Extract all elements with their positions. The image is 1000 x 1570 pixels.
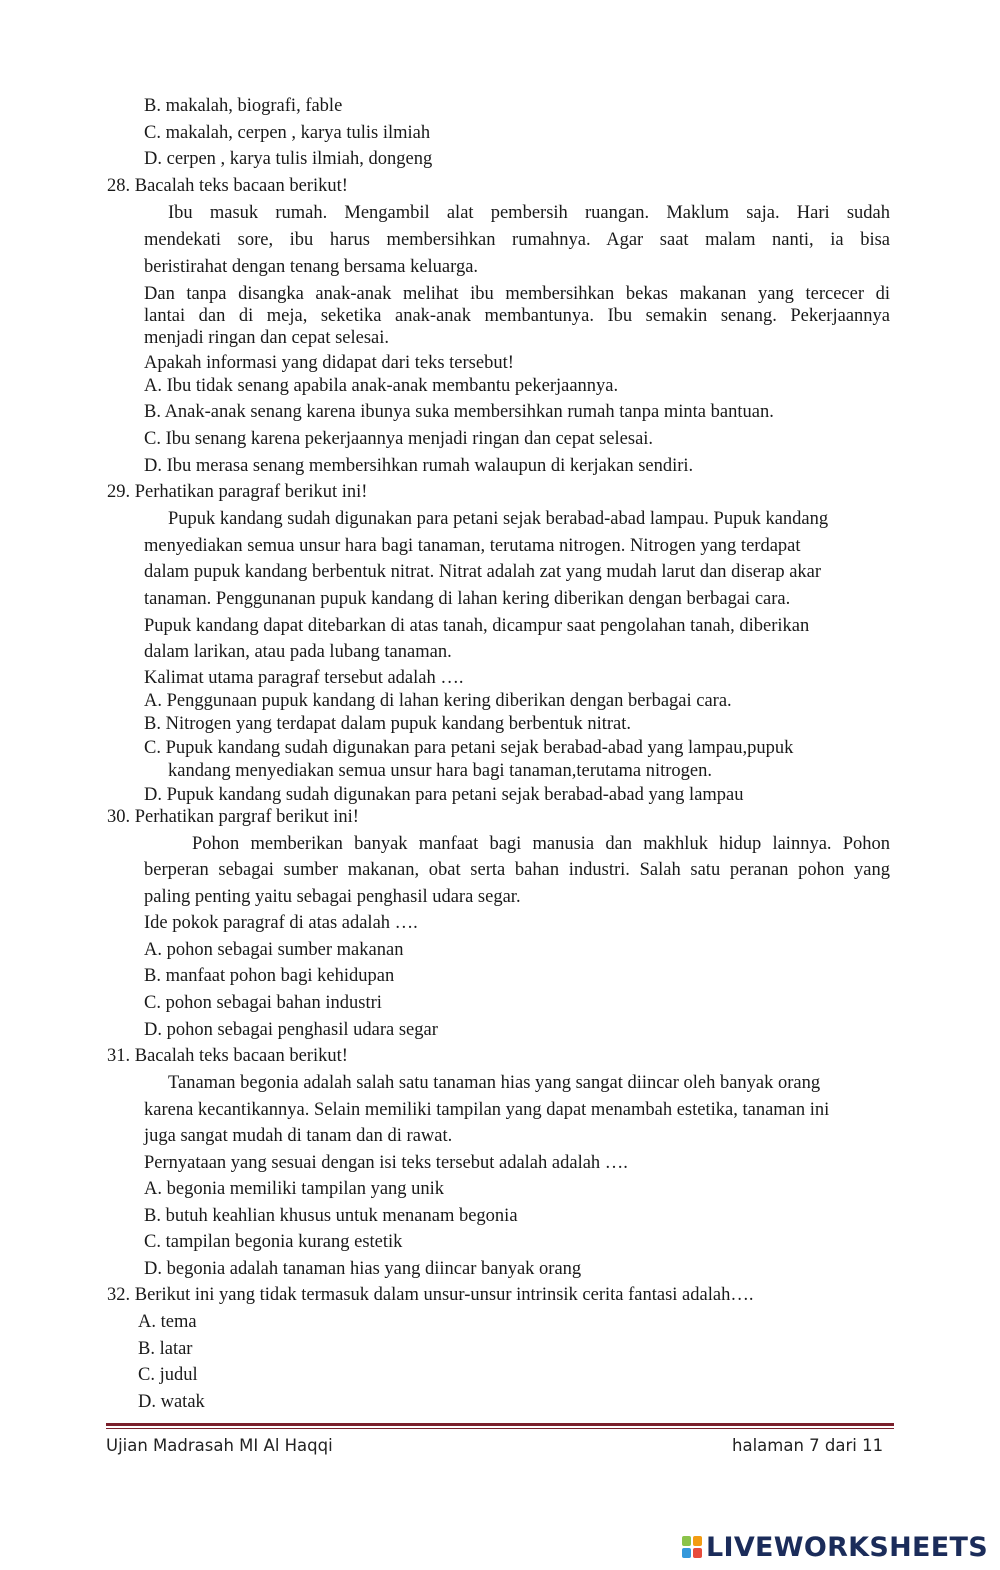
q30-header: 30. Perhatikan pargraf berikut ini! <box>107 807 359 827</box>
q30-option-d: D. pohon sebagai penghasil udara segar <box>144 1020 438 1040</box>
q31-passage-line: Tanaman begonia adalah salah satu tanaman hias yang sangat diincar oleh banyak orang <box>168 1073 821 1093</box>
q31-header: 31. Bacalah teks bacaan berikut! <box>107 1046 348 1066</box>
q28-option-b: B. Anak-anak senang karena ibunya suka membersihkan rumah tanpa minta bantuan. <box>144 402 774 422</box>
liveworksheets-logo-text: LIVEWORKSHEETS <box>705 1531 988 1563</box>
q29-passage-line: tanaman. Penggunanan pupuk kandang di lahan kering diberikan dengan berbagai cara. <box>144 589 791 609</box>
q28-option-a: A. Ibu tidak senang apabila anak-anak membantu pekerjaannya. <box>144 376 619 396</box>
q30-passage-line: paling penting yaitu sebagai penghasil udara segar. <box>144 887 521 907</box>
q29-passage-line: dalam pupuk kandang berbentuk nitrat. Nitrat adalah zat yang mudah larut dan diserap akar <box>144 562 822 582</box>
logo-square <box>682 1536 691 1546</box>
q32-header: 32. Berikut ini yang tidak termasuk dalam unsur-unsur intrinsik cerita fantasi adalah…. <box>107 1285 754 1305</box>
q27-option-d: D. cerpen , karya tulis ilmiah, dongeng <box>144 149 433 169</box>
liveworksheets-logo-icon <box>682 1536 702 1558</box>
q29-header: 29. Perhatikan paragraf berikut ini! <box>107 482 368 502</box>
q29-option-b: B. Nitrogen yang terdapat dalam pupuk kandang berbentuk nitrat. <box>144 714 632 734</box>
q30-option-a: A. pohon sebagai sumber makanan <box>144 940 404 960</box>
q29-option-a: A. Penggunaan pupuk kandang di lahan kering diberikan dengan berbagai cara. <box>144 691 732 711</box>
q31-option-c: C. tampilan begonia kurang estetik <box>144 1232 403 1252</box>
q30-passage-line: Pohon memberikan banyak manfaat bagi manusia dan makhluk hidup lainnya. Pohon <box>192 834 890 854</box>
liveworksheets-logo[interactable] <box>682 1532 988 1562</box>
q29-passage-line: Pupuk kandang dapat ditebarkan di atas tanah, dicampur saat pengolahan tanah, diberikan <box>144 616 810 636</box>
q28-passage-line: Dan tanpa disangka anak-anak melihat ibu membersihkan bekas makanan yang tercecer di <box>144 284 890 304</box>
q31-option-b: B. butuh keahlian khusus untuk menanam begonia <box>144 1206 518 1226</box>
q29-option-c-continued: kandang menyediakan semua unsur hara bagi tanaman,terutama nitrogen. <box>168 761 713 781</box>
q30-question: Ide pokok paragraf di atas adalah …. <box>144 913 418 933</box>
footer-divider <box>106 1423 894 1426</box>
q32-option-d: D. watak <box>138 1392 205 1412</box>
q31-question: Pernyataan yang sesuai dengan isi teks tersebut adalah adalah …. <box>144 1153 628 1173</box>
q30-passage-line: berperan sebagai sumber makanan, obat serta bahan industri. Salah satu peranan pohon yang <box>144 860 890 880</box>
q29-option-d: D. Pupuk kandang sudah digunakan para petani sejak berabad-abad yang lampau <box>144 785 744 805</box>
q31-passage-line: juga sangat mudah di tanam dan di rawat. <box>144 1126 453 1146</box>
q28-option-d: D. Ibu merasa senang membersihkan rumah walaupun di kerjakan sendiri. <box>144 456 694 476</box>
q28-passage-line: mendekati sore, ibu harus membersihkan rumahnya. Agar saat malam nanti, ia bisa <box>144 230 890 250</box>
q32-option-a: A. tema <box>138 1312 197 1332</box>
q28-question: Apakah informasi yang didapat dari teks tersebut! <box>144 353 514 373</box>
footer-divider-thin <box>106 1428 894 1429</box>
logo-square <box>682 1548 691 1558</box>
logo-square <box>693 1536 702 1546</box>
q30-option-b: B. manfaat pohon bagi kehidupan <box>144 966 395 986</box>
q29-option-c: C. Pupuk kandang sudah digunakan para petani sejak berabad-abad yang lampau,pupuk <box>144 738 794 758</box>
q28-passage-line: Ibu masuk rumah. Mengambil alat pembersih ruangan. Maklum saja. Hari sudah <box>168 203 890 223</box>
q31-passage-line: karena kecantikannya. Selain memiliki tampilan yang dapat menambah estetika, tanaman ini <box>144 1100 830 1120</box>
q28-option-c: C. Ibu senang karena pekerjaannya menjadi ringan dan cepat selesai. <box>144 429 654 449</box>
q32-option-b: B. latar <box>138 1339 193 1359</box>
q27-option-b: B. makalah, biografi, fable <box>144 96 343 116</box>
q29-question: Kalimat utama paragraf tersebut adalah …. <box>144 668 464 688</box>
logo-square <box>693 1548 702 1558</box>
footer-school-name: Ujian Madrasah MI Al Haqqi <box>106 1436 333 1455</box>
q28-passage-line: menjadi ringan dan cepat selesai. <box>144 328 390 348</box>
q29-passage-line: menyediakan semua unsur hara bagi tanaman, terutama nitrogen. Nitrogen yang terdapat <box>144 536 801 556</box>
q29-passage-line: Pupuk kandang sudah digunakan para petani sejak berabad-abad lampau. Pupuk kandang <box>168 509 829 529</box>
q28-header: 28. Bacalah teks bacaan berikut! <box>107 176 348 196</box>
q31-option-d: D. begonia adalah tanaman hias yang diincar banyak orang <box>144 1259 582 1279</box>
q28-passage-line: beristirahat dengan tenang bersama keluarga. <box>144 257 479 277</box>
q30-option-c: C. pohon sebagai bahan industri <box>144 993 382 1013</box>
footer-page-number: halaman 7 dari 11 <box>732 1436 884 1455</box>
q27-option-c: C. makalah, cerpen , karya tulis ilmiah <box>144 123 431 143</box>
q28-passage-line: lantai dan di meja, seketika anak-anak membantunya. Ibu semakin senang. Pekerjaannya <box>144 306 890 326</box>
q31-option-a: A. begonia memiliki tampilan yang unik <box>144 1179 445 1199</box>
q29-passage-line: dalam larikan, atau pada lubang tanaman. <box>144 642 452 662</box>
q32-option-c: C. judul <box>138 1365 198 1385</box>
